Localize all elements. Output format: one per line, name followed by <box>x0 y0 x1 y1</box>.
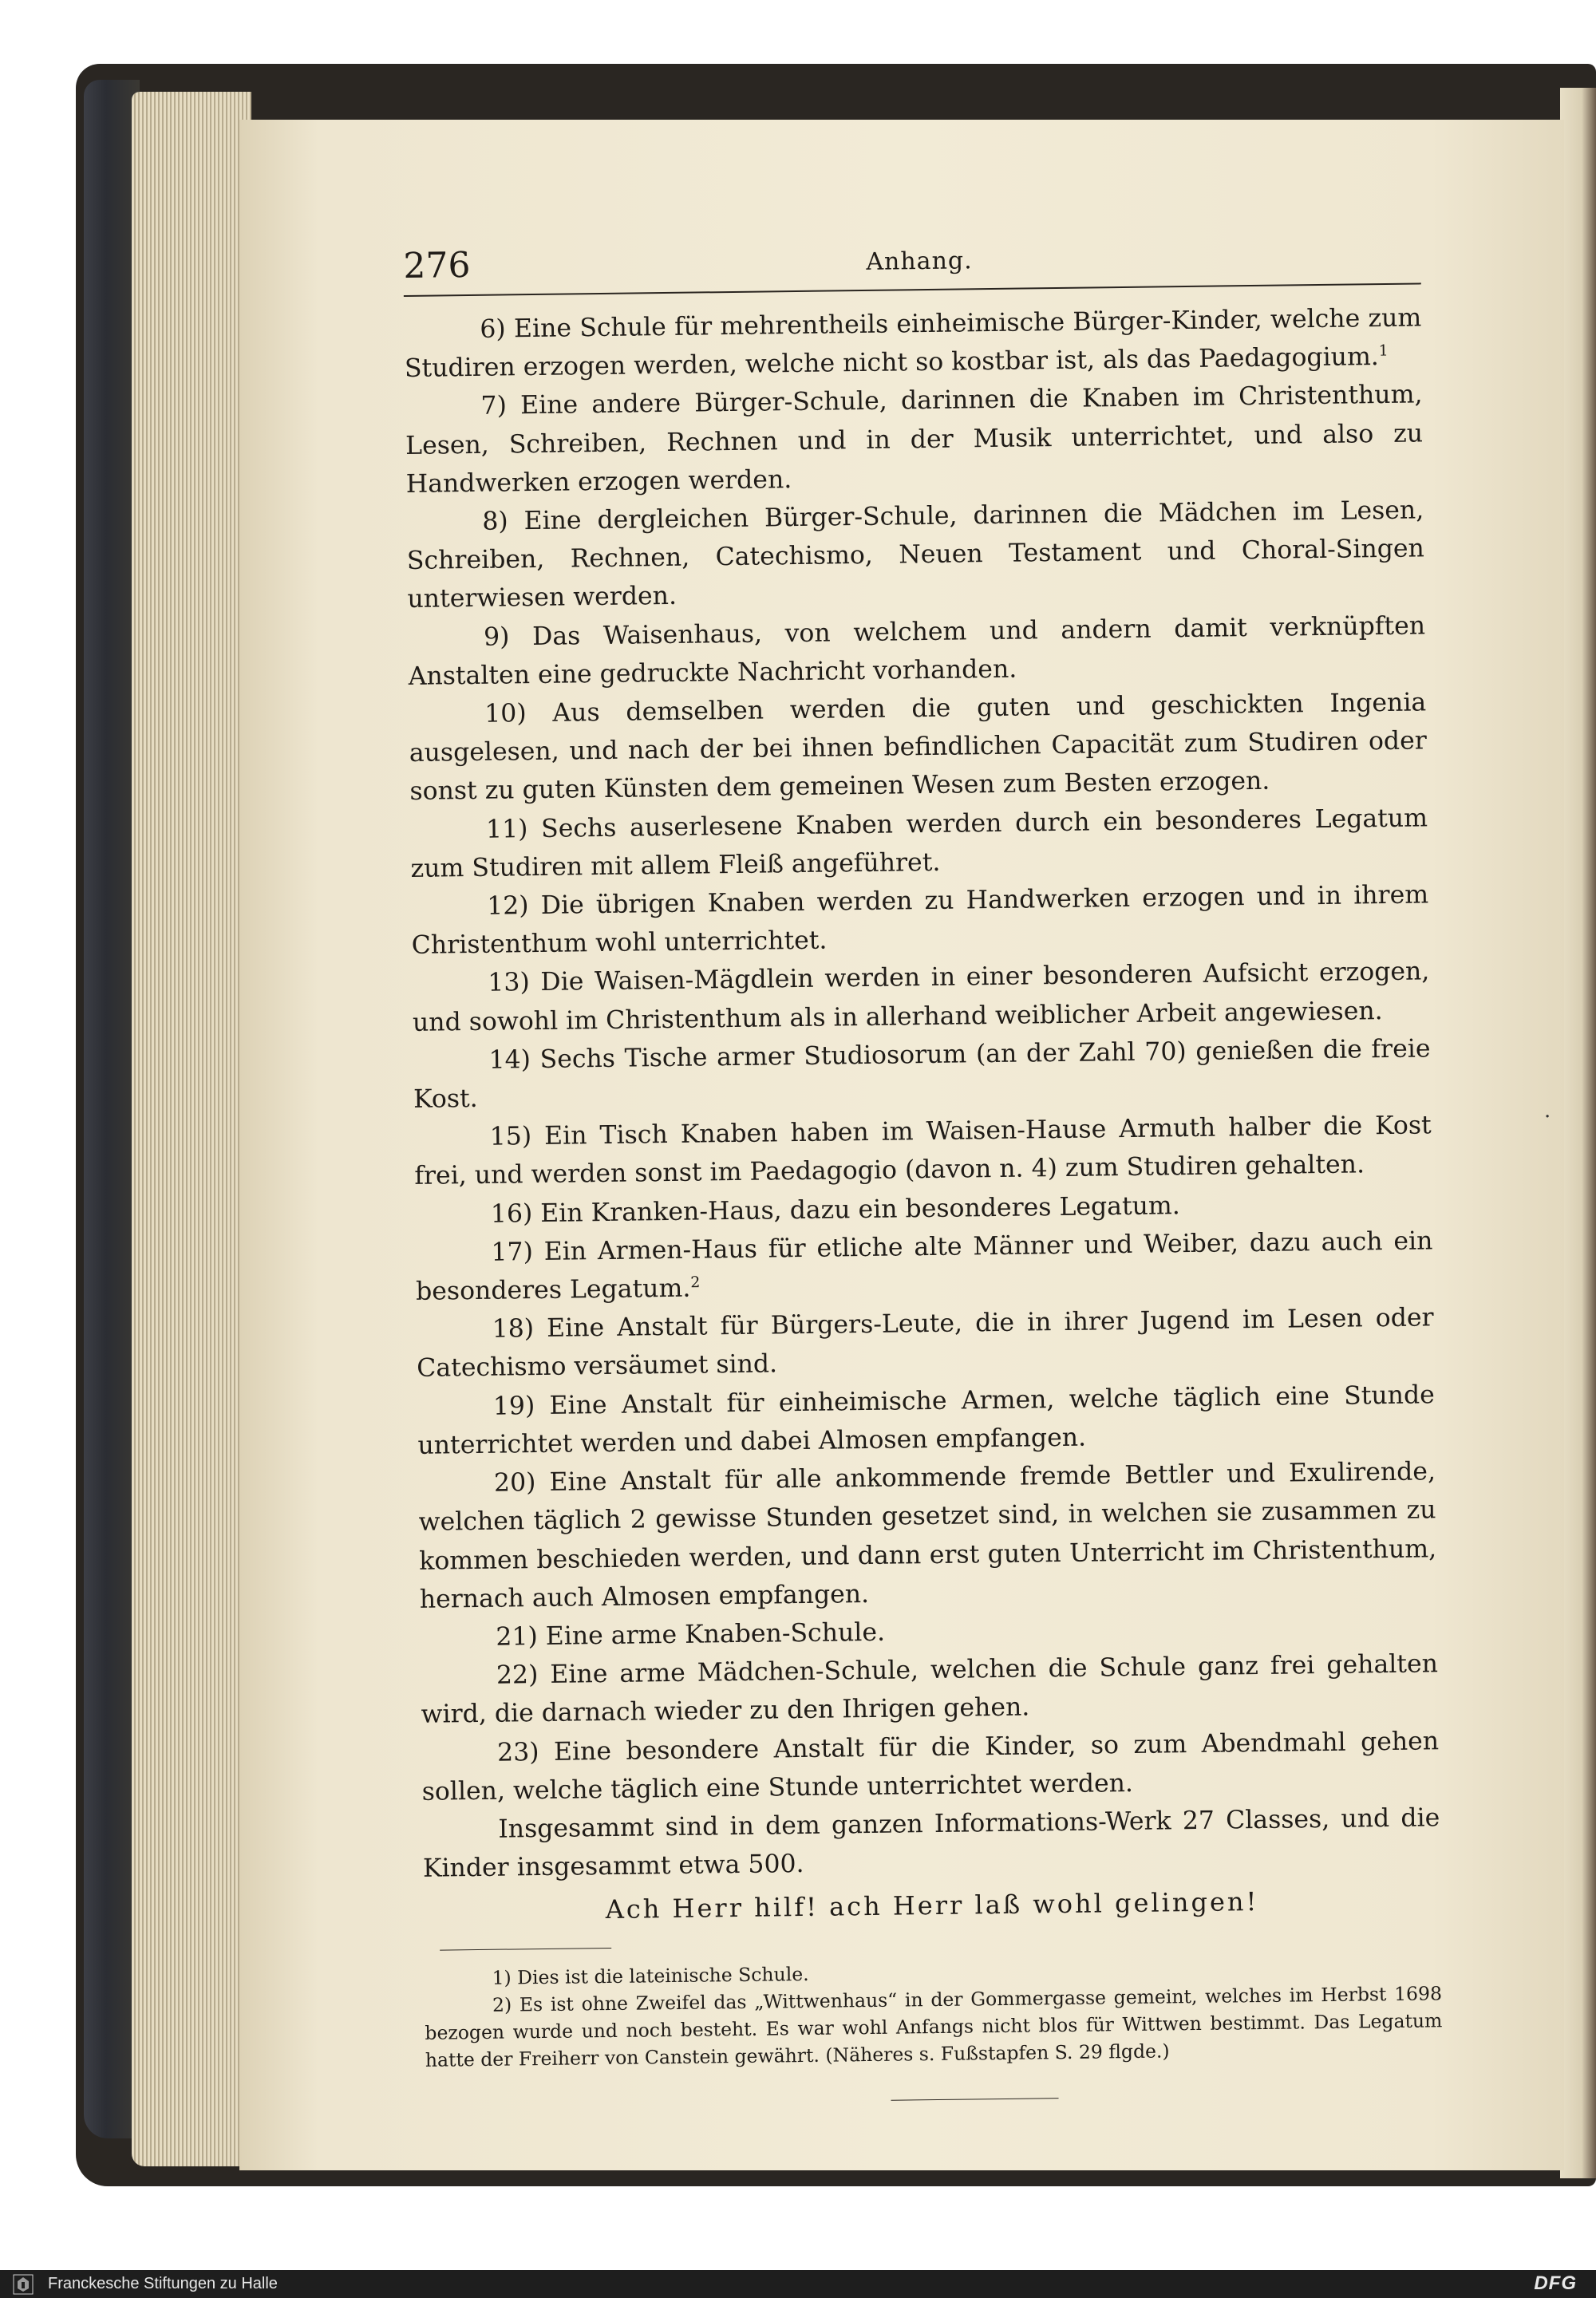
footnotes <box>424 1953 1443 2075</box>
footnote: 2) Es ist ohne Zweifel das „Wittwenhaus“ in der Gommergasse gemeint, welches im Herbst 1698 bezogen wurde und noch besteht. Es war wohl Anfangs nicht blos für Wittwen bestimmt. Das Legatum hatte der Freiherr von Canstein gewährt. (Näheres s. Fußstapfen S. 29 flgde.) <box>425 1982 1443 2072</box>
paragraph: 18) Eine Anstalt für Bürgers-Leute, die in ihrer Jugend im Lesen oder Catechismo versäumet sind. <box>417 1303 1434 1384</box>
paragraph: 15) Ein Tisch Knaben haben im Waisen-Hause Armuth halber die Kost frei, und werden sonst im Paedagogio (davon n. 4) zum Studiren gehalten. <box>414 1111 1432 1191</box>
paragraph: Insgesammt sind in dem ganzen Informations-Werk 27 Classes, und die Kinder insgesammt etwa 500. <box>422 1803 1440 1883</box>
running-head: Anhang. <box>866 247 973 276</box>
footnote-separator <box>440 1948 611 1951</box>
page-text-block <box>403 227 1443 2106</box>
paragraph: 13) Die Waisen-Mägdlein werden in einer besonderen Aufsicht erzogen, und sowohl im Christenthum als in allerhand weiblicher Arbeit angewiesen. <box>412 957 1430 1037</box>
dfg-logo: DFG <box>1534 2272 1577 2294</box>
margin-mark: · <box>1544 1105 1551 1129</box>
page-header <box>403 227 1421 297</box>
paragraph: 22) Eine arme Mädchen-Schule, welchen die Schule ganz frei gehalten wird, die darnach wieder zu den Ihrigen gehen. <box>421 1649 1439 1730</box>
paragraph: 14) Sechs Tische armer Studiosorum (an der Zahl 70) genießen die freie Kost. <box>413 1034 1431 1114</box>
institution-name: Franckesche Stiftungen zu Halle <box>48 2275 278 2292</box>
paragraph: 7) Eine andere Bürger-Schule, darinnen die Knaben im Christenthum, Lesen, Schreiben, Rechnen und in der Musik unterrichtet, und also zu Handwerken erzogen werden. <box>405 380 1424 499</box>
institution-seal-icon <box>11 2272 35 2296</box>
paragraph: 10) Aus demselben werden die guten und geschickten Ingenia ausgelesen, und nach der bei ihnen befindlichen Capacität zum Studiren oder sonst zu guten Künsten dem gemeinen Wesen zum Besten erzogen. <box>409 688 1427 807</box>
paragraph: 19) Eine Anstalt für einheimische Armen, welche täglich eine Stunde unterrichtet werden und dabei Almosen empfangen. <box>417 1380 1436 1460</box>
paragraph: 20) Eine Anstalt für alle ankommende fremde Bettler und Exulirende, welchen täglich 2 gewisse Stunden gesetzet sind, in welchen sie zusammen zu kommen beschieden werden, und dann erst guten Unterricht im Christenthum, hernach auch Almosen empfangen. <box>418 1457 1437 1614</box>
footnote-marker: 1 <box>1378 342 1389 360</box>
paragraph: 6) Eine Schule für mehrentheils einheimische Bürger-Kinder, welche zum Studiren erzogen werden, welche nicht so kostbar ist, als das Paedagogium.$^1$ <box>404 303 1422 384</box>
closing-prayer: Ach Herr hilf! ach Herr laß wohl gelingen! <box>605 1886 1259 1925</box>
paragraph: 23) Eine besondere Anstalt für die Kinder, so zum Abendmahl gehen sollen, welche täglich eine Stunde unterrichtet werden. <box>421 1726 1440 1806</box>
facing-page-edge <box>1560 88 1596 2178</box>
paragraph: 21) Eine arme Knaben-Schule. <box>496 1617 886 1652</box>
body-text <box>404 298 1440 1888</box>
paragraph: 8) Eine dergleichen Bürger-Schule, darinnen die Mädchen im Lesen, Schreiben, Rechnen, Catechismo, Neuen Testament und Choral-Singen unterwiesen werden. <box>406 496 1425 614</box>
paragraph: 12) Die übrigen Knaben werden zu Handwerken erzogen und in ihrem Christenthum wohl unterrichtet. <box>411 880 1429 961</box>
footnote-marker: 2 <box>690 1273 701 1292</box>
page-number: 276 <box>403 244 471 286</box>
footnote: 1) Dies ist die lateinische Schule. <box>492 1963 809 1990</box>
paragraph: 17) Ein Armen-Haus für etliche alte Männer und Weiber, dazu auch ein besonderes Legatum.$^2$ <box>415 1226 1433 1306</box>
paragraph: 16) Ein Kranken-Haus, dazu ein besonderes Legatum. <box>490 1190 1180 1229</box>
paragraph: 9) Das Waisenhaus, von welchem und andern damit verknüpften Anstalten eine gedruckte Nachricht vorhanden. <box>408 611 1426 691</box>
paragraph: 11) Sechs auserlesene Knaben werden durch ein besonderes Legatum zum Studiren mit allem Fleiß angeführet. <box>410 804 1428 883</box>
page-edges <box>132 92 251 2166</box>
